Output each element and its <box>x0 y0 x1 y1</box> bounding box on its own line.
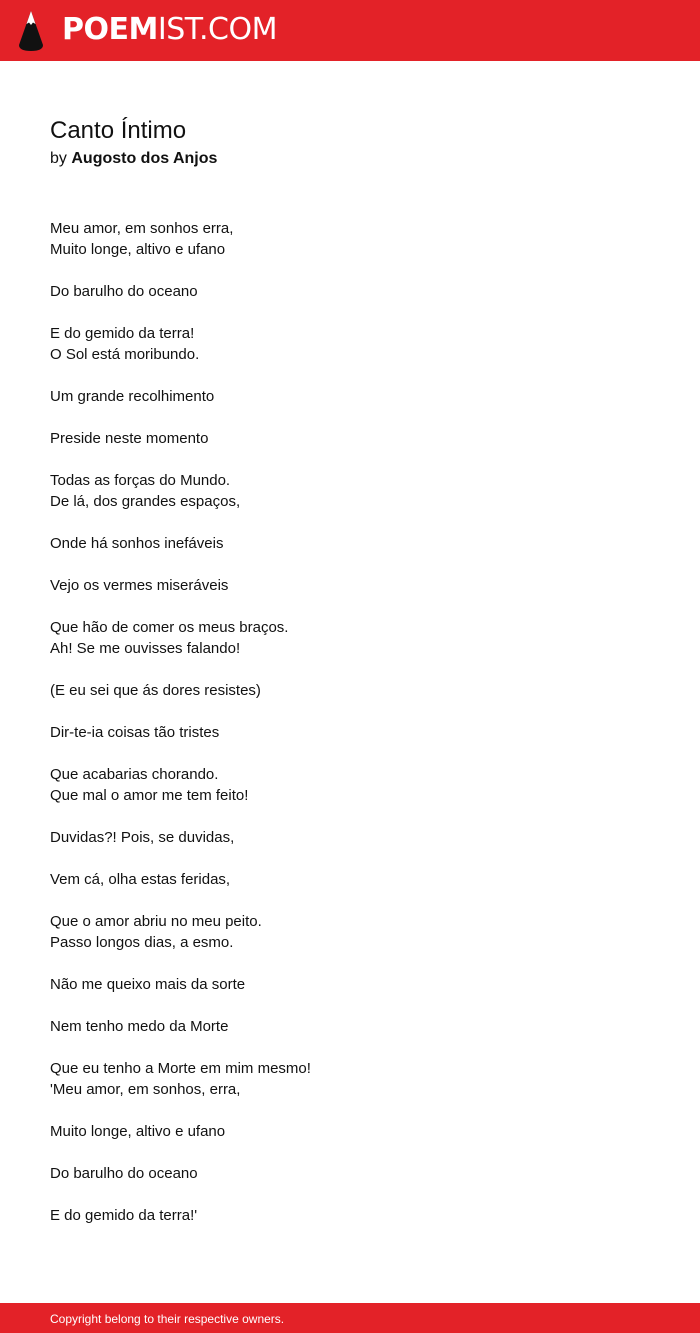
poem-stanza <box>50 617 650 659</box>
poem-line: Onde há sonhos inefáveis <box>50 535 224 552</box>
poem-line: De lá, dos grandes espaços, <box>50 493 241 510</box>
poem-line: Que o amor abriu no meu peito. <box>50 913 262 930</box>
poem-line: Que mal o amor me tem feito! <box>50 787 249 804</box>
poem-stanza <box>50 1121 650 1142</box>
poem-stanza <box>50 218 650 260</box>
poem-line: Todas as forças do Mundo. <box>50 472 231 489</box>
poem-line: Dir-te-ia coisas tão tristes <box>50 724 220 741</box>
site-footer <box>0 1303 700 1333</box>
poem-line: (E eu sei que ás dores resistes) <box>50 682 261 699</box>
poem-line: Duvidas?! Pois, se duvidas, <box>50 829 235 846</box>
poem-line: Muito longe, altivo e ufano <box>50 1123 226 1140</box>
pencil-tip-icon[interactable] <box>17 9 45 53</box>
poem-line: E do gemido da terra!' <box>50 1207 198 1224</box>
poem-stanza <box>50 680 650 701</box>
poem-line: Não me queixo mais da sorte <box>50 976 246 993</box>
poem-stanza <box>50 827 650 848</box>
poem-stanza <box>50 911 650 953</box>
poem-line: 'Meu amor, em sonhos, erra, <box>50 1081 241 1098</box>
poem-stanza <box>50 1205 650 1226</box>
poem-stanza <box>50 1163 650 1184</box>
poem-line: Que acabarias chorando. <box>50 766 219 783</box>
poem-line: Um grande recolhimento <box>50 388 215 405</box>
poem-stanza <box>50 1058 650 1100</box>
poem-stanza <box>50 281 650 302</box>
poem-stanza <box>50 575 650 596</box>
poem-line: Preside neste momento <box>50 430 209 447</box>
poem-stanza <box>50 386 650 407</box>
poem-line: Meu amor, em sonhos erra, <box>50 220 234 237</box>
poem-stanza <box>50 323 650 365</box>
poem-title: Canto Íntimo <box>50 117 187 144</box>
poem-line: Muito longe, altivo e ufano <box>50 241 226 258</box>
poem-line: Ah! Se me ouvisses falando! <box>50 640 241 657</box>
poem-stanza <box>50 1016 650 1037</box>
poem-author: Augosto dos Anjos <box>71 150 218 167</box>
poem-line: Nem tenho medo da Morte <box>50 1018 229 1035</box>
poem-stanza <box>50 533 650 554</box>
by-label: by <box>50 150 67 167</box>
poem-line: Do barulho do oceano <box>50 1165 198 1182</box>
poem-stanza <box>50 974 650 995</box>
poem-stanza <box>50 428 650 449</box>
copyright-text: Copyright belong to their respective owners. <box>50 1312 285 1326</box>
poem-line: Vem cá, olha estas feridas, <box>50 871 231 888</box>
poem-body <box>50 218 650 1247</box>
poem-stanza <box>50 869 650 890</box>
poem-line: O Sol está moribundo. <box>50 346 200 363</box>
brand-bold-text: POEM <box>62 12 158 47</box>
poem-byline <box>50 148 217 170</box>
poem-line: Que hão de comer os meus braços. <box>50 619 289 636</box>
poem-stanza <box>50 764 650 806</box>
poem-line: Do barulho do oceano <box>50 283 198 300</box>
brand-light-text: IST.COM <box>157 12 277 47</box>
poem-line: Vejo os vermes miseráveis <box>50 577 229 594</box>
poem-line: Passo longos dias, a esmo. <box>50 934 234 951</box>
poem-line: Que eu tenho a Morte em mim mesmo! <box>50 1060 311 1077</box>
poem-stanza <box>50 470 650 512</box>
poem-stanza <box>50 722 650 743</box>
site-header <box>0 0 700 61</box>
site-brand-link[interactable] <box>62 11 277 49</box>
poem-line: E do gemido da terra! <box>50 325 195 342</box>
